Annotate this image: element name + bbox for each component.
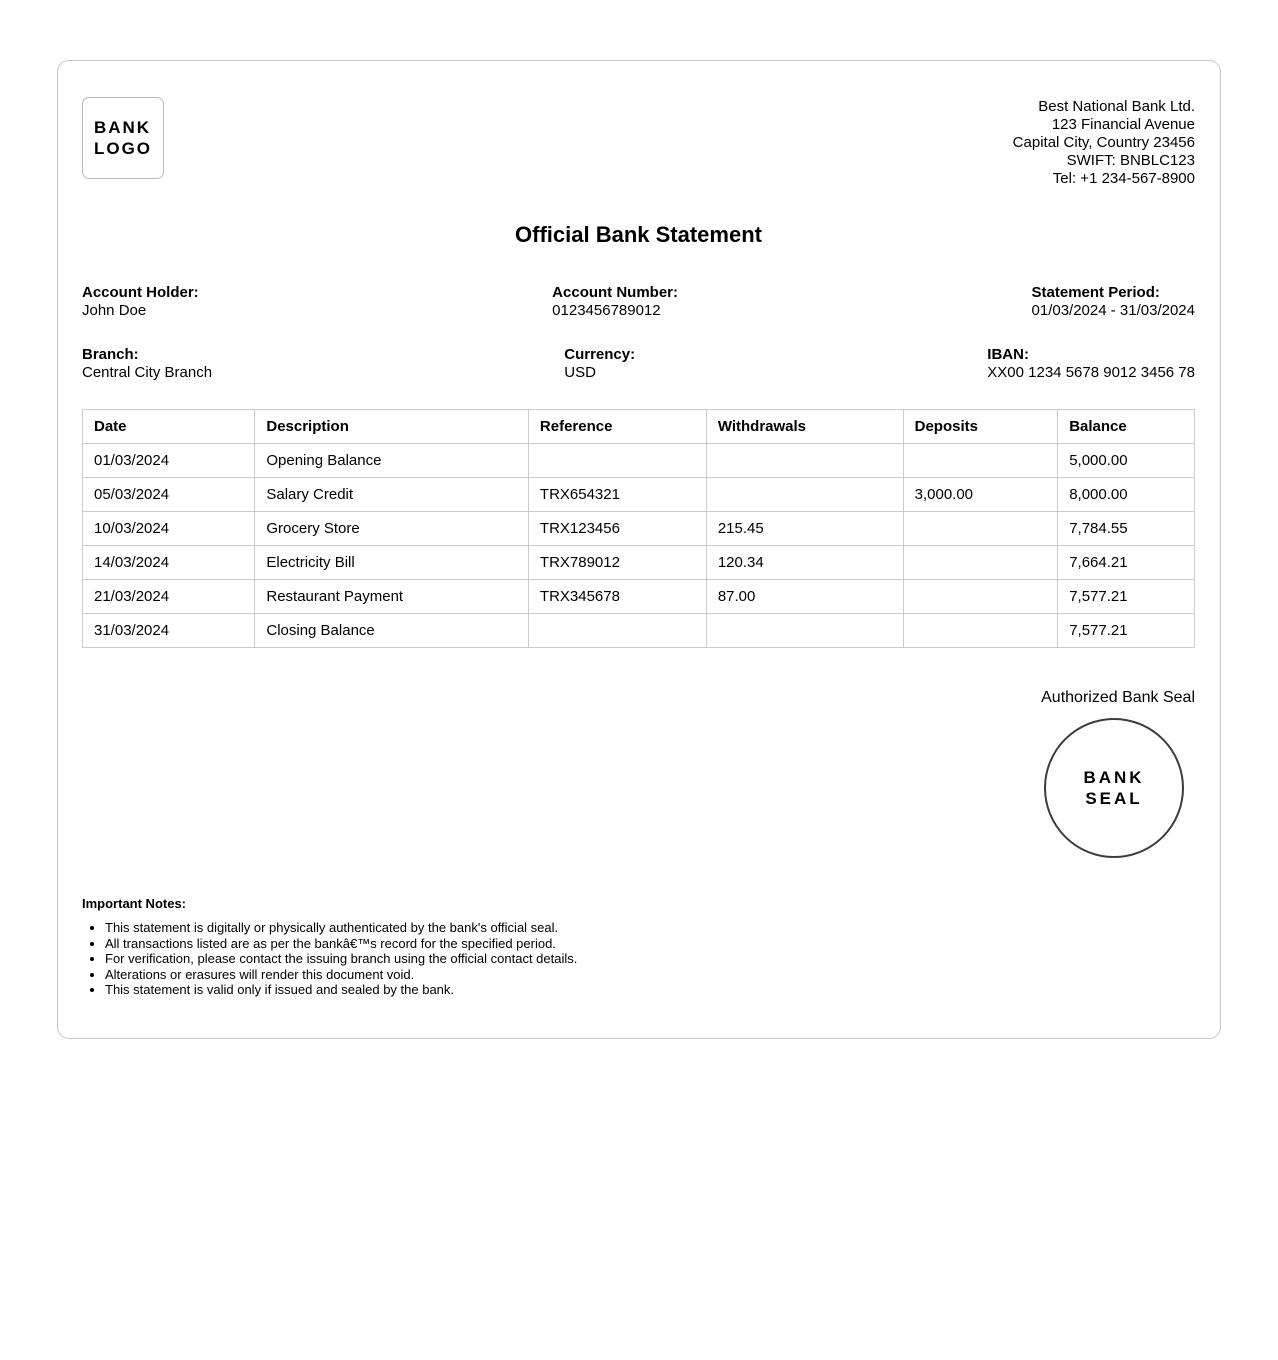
cell-withdrawals bbox=[706, 444, 903, 478]
statement-period-value: 01/03/2024 - 31/03/2024 bbox=[1031, 302, 1195, 319]
currency-label: Currency: bbox=[564, 346, 636, 363]
bank-phone: Tel: +1 234-567-8900 bbox=[1052, 170, 1195, 187]
cell-withdrawals bbox=[706, 478, 903, 512]
cell-balance: 7,664.21 bbox=[1058, 546, 1195, 580]
column-header-deposits: Deposits bbox=[903, 410, 1058, 444]
note-item: • This statement is valid only if issued and sealed by the bank. bbox=[105, 982, 1195, 998]
cell-reference bbox=[528, 444, 706, 478]
account-info-row-1 bbox=[82, 284, 1195, 319]
statement-period-cell bbox=[1032, 284, 1195, 319]
cell-balance: 7,577.21 bbox=[1058, 614, 1195, 648]
bank-name: Best National Bank Ltd. bbox=[1038, 98, 1195, 115]
column-header-date: Date bbox=[83, 410, 255, 444]
note-item: • For verification, please contact the issuing branch using the official contact details. bbox=[105, 951, 1195, 967]
account-number-cell bbox=[552, 284, 678, 319]
seal-caption: Authorized Bank Seal bbox=[1041, 689, 1195, 706]
transactions-table bbox=[82, 409, 1195, 648]
column-header-reference: Reference bbox=[528, 410, 706, 444]
cell-reference: TRX123456 bbox=[528, 512, 706, 546]
cell-description: Electricity Bill bbox=[255, 546, 529, 580]
important-notes-title: Important Notes: bbox=[82, 896, 186, 911]
cell-reference: TRX345678 bbox=[528, 580, 706, 614]
cell-balance: 7,577.21 bbox=[1058, 580, 1195, 614]
cell-deposits bbox=[903, 512, 1058, 546]
cell-description: Opening Balance bbox=[255, 444, 529, 478]
bank-seal-line1: BANK bbox=[1083, 768, 1145, 787]
cell-date: 05/03/2024 bbox=[83, 478, 255, 512]
cell-date: 21/03/2024 bbox=[83, 580, 255, 614]
cell-description: Salary Credit bbox=[255, 478, 529, 512]
cell-description: Closing Balance bbox=[255, 614, 529, 648]
cell-reference: TRX789012 bbox=[528, 546, 706, 580]
important-notes-list bbox=[82, 920, 1195, 998]
cell-description: Restaurant Payment bbox=[255, 580, 529, 614]
note-item: • Alterations or erasures will render this document void. bbox=[105, 967, 1195, 983]
cell-deposits bbox=[903, 546, 1058, 580]
branch-cell bbox=[82, 346, 212, 381]
table-row bbox=[83, 546, 1195, 580]
cell-withdrawals: 215.45 bbox=[706, 512, 903, 546]
bank-logo-text bbox=[94, 117, 152, 159]
bank-seal bbox=[1044, 718, 1184, 858]
cell-balance: 8,000.00 bbox=[1058, 478, 1195, 512]
account-holder-cell bbox=[82, 284, 199, 319]
cell-deposits bbox=[903, 614, 1058, 648]
column-header-balance: Balance bbox=[1058, 410, 1195, 444]
cell-withdrawals: 120.34 bbox=[706, 546, 903, 580]
important-notes-section bbox=[82, 896, 1195, 998]
cell-deposits: 3,000.00 bbox=[903, 478, 1058, 512]
account-number-label: Account Number: bbox=[552, 284, 679, 301]
account-info-row-2 bbox=[82, 346, 1195, 381]
cell-withdrawals: 87.00 bbox=[706, 580, 903, 614]
account-holder-value: John Doe bbox=[82, 302, 147, 319]
bank-address-line1: 123 Financial Avenue bbox=[1051, 116, 1195, 133]
branch-label: Branch: bbox=[82, 346, 139, 363]
cell-date: 31/03/2024 bbox=[83, 614, 255, 648]
cell-balance: 7,784.55 bbox=[1058, 512, 1195, 546]
column-header-description: Description bbox=[255, 410, 529, 444]
branch-value: Central City Branch bbox=[82, 364, 213, 381]
bank-logo bbox=[82, 97, 164, 179]
table-row bbox=[83, 512, 1195, 546]
bank-seal-text bbox=[1083, 767, 1144, 809]
statement-header bbox=[82, 97, 1195, 188]
cell-description: Grocery Store bbox=[255, 512, 529, 546]
bank-contact-info bbox=[1013, 97, 1195, 188]
bank-logo-line1: BANK bbox=[93, 118, 152, 137]
table-row bbox=[83, 444, 1195, 478]
table-row bbox=[83, 478, 1195, 512]
bank-swift: SWIFT: BNBLC123 bbox=[1066, 152, 1195, 169]
cell-deposits bbox=[903, 580, 1058, 614]
bank-address-line2: Capital City, Country 23456 bbox=[1012, 134, 1195, 151]
account-number-value: 0123456789012 bbox=[552, 302, 661, 319]
table-header-row bbox=[83, 410, 1195, 444]
cell-reference: TRX654321 bbox=[528, 478, 706, 512]
bank-logo-line2: LOGO bbox=[93, 139, 153, 158]
cell-date: 10/03/2024 bbox=[83, 512, 255, 546]
cell-date: 01/03/2024 bbox=[83, 444, 255, 478]
cell-withdrawals bbox=[706, 614, 903, 648]
statement-period-label: Statement Period: bbox=[1031, 284, 1160, 301]
cell-reference bbox=[528, 614, 706, 648]
iban-label: IBAN: bbox=[987, 346, 1029, 363]
note-item: • All transactions listed are as per the bankâ€™s record for the specified period. bbox=[105, 936, 1195, 952]
seal-section bbox=[82, 689, 1195, 858]
cell-deposits bbox=[903, 444, 1058, 478]
statement-card bbox=[57, 60, 1221, 1039]
iban-cell bbox=[987, 346, 1195, 381]
currency-value: USD bbox=[564, 364, 596, 381]
column-header-withdrawals: Withdrawals bbox=[706, 410, 903, 444]
page-title: Official Bank Statement bbox=[515, 222, 762, 247]
iban-value: XX00 1234 5678 9012 3456 78 bbox=[987, 364, 1195, 381]
account-holder-label: Account Holder: bbox=[82, 284, 199, 301]
table-row bbox=[83, 614, 1195, 648]
note-item: • This statement is digitally or physically authenticated by the bank's official seal. bbox=[105, 920, 1195, 936]
cell-date: 14/03/2024 bbox=[83, 546, 255, 580]
table-row bbox=[83, 580, 1195, 614]
bank-seal-line2: SEAL bbox=[1085, 789, 1143, 808]
cell-balance: 5,000.00 bbox=[1058, 444, 1195, 478]
currency-cell bbox=[564, 346, 635, 381]
